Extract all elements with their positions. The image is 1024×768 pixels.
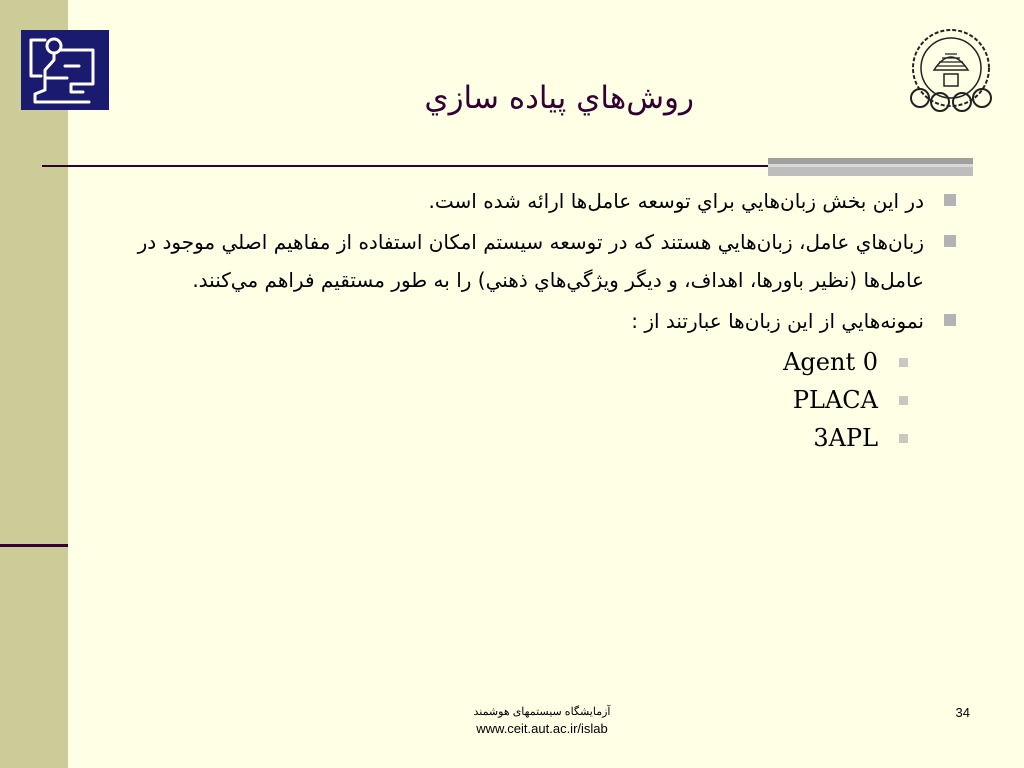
bullet-text: نمونه‌هايي از اين زبان‌ها عبارتند از : — [631, 309, 924, 333]
example-label: PLACA — [792, 386, 878, 414]
example-label: 3APL — [813, 424, 878, 452]
university-emblem-icon — [904, 26, 998, 114]
square-bullet-icon — [899, 434, 908, 443]
example-item — [130, 343, 962, 381]
square-bullet-icon — [944, 194, 956, 206]
footer-lab-name: آزمايشگاه سيستمهای هوشمند — [473, 706, 611, 718]
left-decorative-band — [0, 0, 68, 768]
bullet-text: زبان‌هاي عامل، زبان‌هايي هستند که در توسعه سيستم امکان استفاده از مفاهيم اصلي موجود در عامل‌ها (نظير باورها، اهداف، و ديگر ويژگي‌هاي ذهني) را به طور مستقيم فراهم مي‌کنند. — [137, 230, 924, 292]
square-bullet-icon — [899, 396, 908, 405]
example-label: Agent 0 — [783, 348, 878, 376]
page-number: 34 — [955, 705, 970, 720]
example-list — [130, 343, 962, 457]
bullet-item — [130, 223, 962, 299]
example-item — [130, 419, 962, 457]
bullet-text: در اين بخش زبان‌هايي براي توسعه عامل‌ها ارائه شده است. — [428, 189, 924, 213]
slide-content — [130, 182, 962, 457]
square-bullet-icon — [899, 358, 908, 367]
slide-title: روش‌هاي پياده سازي — [424, 80, 694, 116]
left-band-rule — [0, 544, 68, 547]
square-bullet-icon — [944, 235, 956, 247]
lab-logo-icon — [21, 30, 109, 110]
square-bullet-icon — [944, 314, 956, 326]
title-accent-bar — [768, 158, 973, 178]
bullet-item — [130, 302, 962, 340]
bullet-item — [130, 182, 962, 220]
footer-url: www.ceit.aut.ac.ir/islab — [476, 721, 608, 736]
example-item — [130, 381, 962, 419]
footer — [392, 704, 692, 738]
